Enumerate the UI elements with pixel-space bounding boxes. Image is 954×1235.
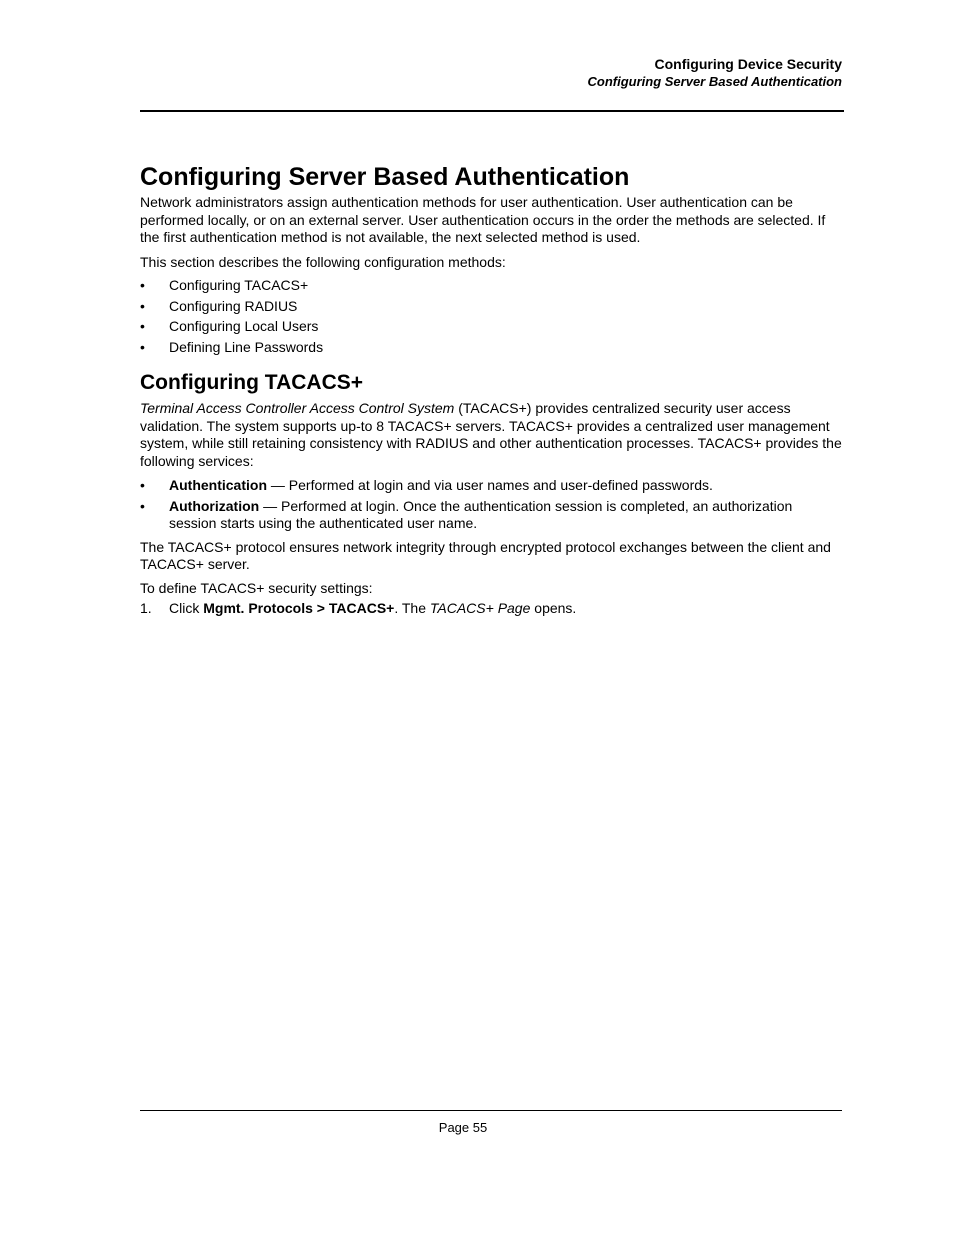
steps-lead: To define TACACS+ security settings: bbox=[140, 579, 373, 596]
bullet-icon: • bbox=[140, 318, 145, 334]
step-prefix: Click bbox=[169, 600, 204, 616]
bullet-icon: • bbox=[140, 338, 145, 355]
service-description: — Performed at login. Once the authentication session is completed, an authorization session starts using the authenticated user name. bbox=[169, 497, 793, 531]
running-header bbox=[588, 55, 843, 90]
service-term: Authentication bbox=[169, 477, 267, 493]
methods-lead: This section describes the following configuration methods: bbox=[140, 253, 506, 270]
steps-list bbox=[140, 600, 842, 618]
header-rule bbox=[140, 110, 844, 112]
section-title-tacacs: Configuring TACACS+ bbox=[140, 371, 364, 394]
list-item[interactable] bbox=[140, 339, 842, 357]
list-item bbox=[140, 498, 842, 533]
page-content bbox=[140, 160, 842, 618]
bullet-icon: • bbox=[140, 277, 145, 293]
list-item-label: Configuring RADIUS bbox=[169, 297, 298, 314]
list-item[interactable] bbox=[140, 318, 842, 336]
list-item-label: Defining Line Passwords bbox=[169, 338, 324, 355]
section-intro: Network administrators assign authentication methods for user authentication. User authentication can be performed locally, or on an external server. User authentication occurs in the order the methods are selected. If the first authentication method is not available, the next selected method is used. bbox=[140, 194, 826, 245]
step-suffix: opens. bbox=[530, 600, 577, 616]
page-name: TACACS+ Page bbox=[429, 600, 531, 616]
running-header-chapter: Configuring Device Security bbox=[654, 56, 842, 72]
service-description: — Performed at login and via user names and user-defined passwords. bbox=[267, 477, 713, 493]
list-item[interactable] bbox=[140, 277, 842, 295]
tacacs-intro-text: (TACACS+) provides centralized security user access validation. The system supports up-to 8 TACACS+ servers. TACACS+ provides a centralized user management system, while still retaining consistency with RADIUS and other authentication processes. TACACS+ provides the following services: bbox=[140, 400, 842, 469]
list-item-label: Configuring Local Users bbox=[169, 318, 319, 334]
list-item[interactable] bbox=[140, 298, 842, 316]
bullet-icon: • bbox=[140, 477, 145, 493]
list-item-label: Configuring TACACS+ bbox=[169, 277, 309, 293]
service-term: Authorization bbox=[169, 497, 260, 514]
services-list bbox=[140, 477, 842, 533]
bullet-icon: • bbox=[140, 297, 145, 314]
running-header-section: Configuring Server Based Authentication bbox=[587, 74, 842, 89]
section-title-server-auth: Configuring Server Based Authentication bbox=[140, 163, 630, 191]
tacacs-intro bbox=[140, 400, 842, 470]
step-item bbox=[140, 600, 842, 618]
page-number: Page 55 bbox=[438, 1120, 488, 1135]
footer-rule bbox=[140, 1110, 842, 1111]
bullet-icon: • bbox=[140, 497, 145, 514]
tacacs-acronym-expansion: Terminal Access Controller Access Control System bbox=[140, 400, 455, 416]
step-number: 1. bbox=[140, 600, 152, 616]
step-middle: . The bbox=[394, 600, 430, 616]
menu-path-link[interactable]: Mgmt. Protocols > TACACS+ bbox=[203, 600, 395, 616]
methods-list bbox=[140, 277, 842, 356]
list-item bbox=[140, 477, 842, 495]
protocol-note: The TACACS+ protocol ensures network integrity through encrypted protocol exchanges between the client and TACACS+ server. bbox=[140, 538, 831, 572]
